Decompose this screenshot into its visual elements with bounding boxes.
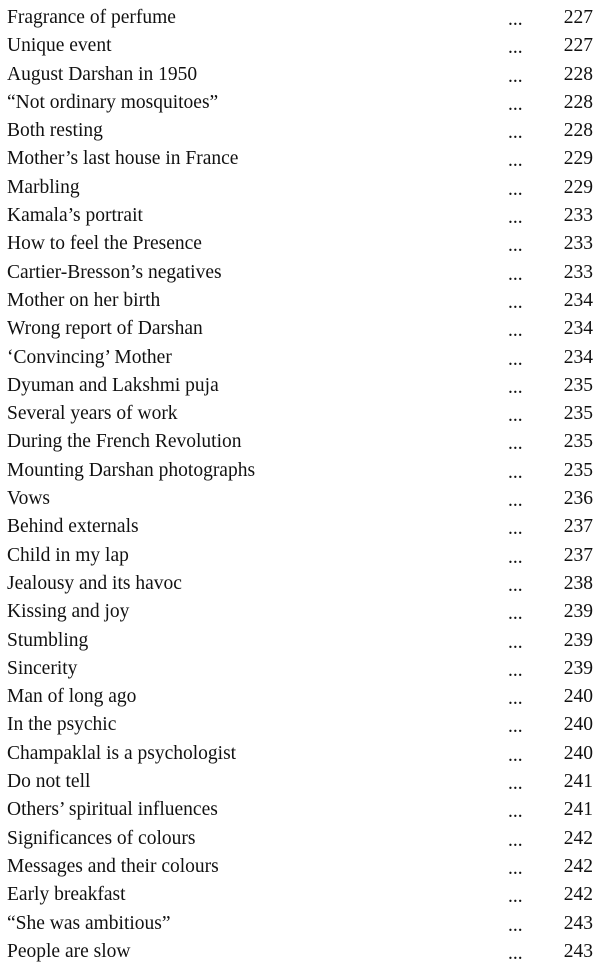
page-number: 243 bbox=[563, 940, 593, 962]
dot-leader: ... bbox=[508, 886, 523, 908]
entry-title: Marbling bbox=[7, 176, 80, 198]
toc-entry bbox=[7, 457, 597, 485]
page-number: 235 bbox=[563, 431, 593, 453]
entry-title: Mounting Darshan photographs bbox=[7, 459, 256, 481]
dot-leader: ... bbox=[508, 376, 523, 398]
entry-title: Vows bbox=[7, 488, 50, 510]
dot-leader: ... bbox=[508, 546, 523, 568]
page-number: 235 bbox=[563, 374, 593, 396]
dot-leader: ... bbox=[508, 857, 523, 879]
page-number: 235 bbox=[563, 403, 593, 425]
page-number: 229 bbox=[563, 176, 593, 198]
page-number: 242 bbox=[563, 855, 593, 877]
entry-title: Kissing and joy bbox=[7, 601, 130, 623]
page-number: 237 bbox=[563, 544, 593, 566]
dot-leader: ... bbox=[508, 122, 523, 144]
toc-entry bbox=[7, 344, 597, 372]
toc-entry bbox=[7, 4, 597, 32]
dot-leader: ... bbox=[508, 37, 523, 59]
entry-title: Man of long ago bbox=[7, 686, 137, 708]
page-number: 238 bbox=[563, 572, 593, 594]
page-number: 239 bbox=[563, 657, 593, 679]
toc-entry bbox=[7, 881, 597, 909]
toc-entry bbox=[7, 825, 597, 853]
entry-title: August Darshan in 1950 bbox=[7, 63, 198, 85]
dot-leader: ... bbox=[508, 518, 523, 540]
page-number: 228 bbox=[563, 63, 593, 85]
page-number: 239 bbox=[563, 601, 593, 623]
dot-leader: ... bbox=[508, 914, 523, 936]
dot-leader: ... bbox=[508, 178, 523, 200]
toc-entry bbox=[7, 259, 597, 287]
toc-entry bbox=[7, 32, 597, 60]
dot-leader: ... bbox=[508, 829, 523, 851]
toc-entry bbox=[7, 740, 597, 768]
toc-entry bbox=[7, 938, 597, 966]
dot-leader: ... bbox=[508, 574, 523, 596]
entry-title: “Not ordinary mosquitoes” bbox=[7, 91, 219, 113]
entry-title: Significances of colours bbox=[7, 827, 196, 849]
toc-entry bbox=[7, 627, 597, 655]
toc-entry bbox=[7, 910, 597, 938]
toc-entry bbox=[7, 372, 597, 400]
entry-title: ‘Convincing’ Mother bbox=[7, 346, 172, 368]
dot-leader: ... bbox=[508, 320, 523, 342]
dot-leader: ... bbox=[508, 942, 523, 964]
page-number: 227 bbox=[563, 35, 593, 57]
table-of-contents bbox=[7, 4, 597, 966]
toc-entry bbox=[7, 400, 597, 428]
page-number: 227 bbox=[563, 7, 593, 28]
toc-entry bbox=[7, 513, 597, 541]
entry-title: People are slow bbox=[7, 940, 131, 962]
page-number: 243 bbox=[563, 912, 593, 934]
entry-title: Cartier-Bresson’s negatives bbox=[7, 261, 222, 283]
dot-leader: ... bbox=[508, 773, 523, 795]
toc-entry bbox=[7, 202, 597, 230]
page-number: 237 bbox=[563, 516, 593, 538]
entry-title: Behind externals bbox=[7, 516, 139, 538]
page-number: 228 bbox=[563, 120, 593, 142]
toc-entry bbox=[7, 230, 597, 258]
entry-title: In the psychic bbox=[7, 714, 117, 736]
page-number: 242 bbox=[563, 884, 593, 906]
dot-leader: ... bbox=[508, 9, 523, 30]
dot-leader: ... bbox=[508, 631, 523, 653]
toc-entry bbox=[7, 89, 597, 117]
entry-title: Early breakfast bbox=[7, 884, 126, 906]
dot-leader: ... bbox=[508, 263, 523, 285]
toc-entry bbox=[7, 61, 597, 89]
toc-entry bbox=[7, 428, 597, 456]
page-number: 228 bbox=[563, 91, 593, 113]
dot-leader: ... bbox=[508, 65, 523, 87]
page-number: 241 bbox=[563, 799, 593, 821]
toc-entry bbox=[7, 542, 597, 570]
page-number: 241 bbox=[563, 771, 593, 793]
page-number: 234 bbox=[563, 318, 593, 340]
toc-entry bbox=[7, 598, 597, 626]
toc-entry bbox=[7, 655, 597, 683]
page-number: 234 bbox=[563, 346, 593, 368]
page-number: 233 bbox=[563, 205, 593, 227]
entry-title: Several years of work bbox=[7, 403, 178, 425]
entry-title: Jealousy and its havoc bbox=[7, 572, 182, 594]
entry-title: Unique event bbox=[7, 35, 112, 57]
entry-title: Child in my lap bbox=[7, 544, 129, 566]
dot-leader: ... bbox=[508, 659, 523, 681]
toc-entry bbox=[7, 145, 597, 173]
toc-entry bbox=[7, 796, 597, 824]
toc-entry bbox=[7, 853, 597, 881]
dot-leader: ... bbox=[508, 490, 523, 512]
dot-leader: ... bbox=[508, 348, 523, 370]
page-number: 242 bbox=[563, 827, 593, 849]
toc-entry bbox=[7, 117, 597, 145]
entry-title: Others’ spiritual influences bbox=[7, 799, 218, 821]
page-number: 234 bbox=[563, 289, 593, 311]
dot-leader: ... bbox=[508, 207, 523, 229]
dot-leader: ... bbox=[508, 433, 523, 455]
page-number: 233 bbox=[563, 261, 593, 283]
dot-leader: ... bbox=[508, 235, 523, 257]
entry-title: Champaklal is a psychologist bbox=[7, 742, 237, 764]
page-number: 233 bbox=[563, 233, 593, 255]
page-number: 235 bbox=[563, 459, 593, 481]
dot-leader: ... bbox=[508, 716, 523, 738]
dot-leader: ... bbox=[508, 150, 523, 172]
entry-title: Mother on her birth bbox=[7, 289, 161, 311]
page-number: 236 bbox=[563, 488, 593, 510]
toc-entry bbox=[7, 174, 597, 202]
entry-title: Dyuman and Lakshmi puja bbox=[7, 374, 219, 396]
dot-leader: ... bbox=[508, 291, 523, 313]
dot-leader: ... bbox=[508, 688, 523, 710]
entry-title: Mother’s last house in France bbox=[7, 148, 239, 170]
entry-title: Fragrance of perfume bbox=[7, 7, 176, 28]
dot-leader: ... bbox=[508, 405, 523, 427]
toc-entry bbox=[7, 683, 597, 711]
dot-leader: ... bbox=[508, 603, 523, 625]
dot-leader: ... bbox=[508, 801, 523, 823]
entry-title: Do not tell bbox=[7, 771, 91, 793]
entry-title: Messages and their colours bbox=[7, 855, 219, 877]
page-number: 229 bbox=[563, 148, 593, 170]
page-number: 240 bbox=[563, 686, 593, 708]
toc-entry bbox=[7, 570, 597, 598]
page-number: 240 bbox=[563, 742, 593, 764]
entry-title: Sincerity bbox=[7, 657, 78, 679]
dot-leader: ... bbox=[508, 744, 523, 766]
toc-entry bbox=[7, 711, 597, 739]
page-number: 239 bbox=[563, 629, 593, 651]
page-number: 240 bbox=[563, 714, 593, 736]
dot-leader: ... bbox=[508, 461, 523, 483]
entry-title: How to feel the Presence bbox=[7, 233, 202, 255]
entry-title: Stumbling bbox=[7, 629, 89, 651]
toc-entry bbox=[7, 485, 597, 513]
entry-title: Kamala’s portrait bbox=[7, 205, 143, 227]
toc-entry bbox=[7, 768, 597, 796]
toc-entry bbox=[7, 287, 597, 315]
entry-title: During the French Revolution bbox=[7, 431, 242, 453]
entry-title: Wrong report of Darshan bbox=[7, 318, 203, 340]
dot-leader: ... bbox=[508, 93, 523, 115]
entry-title: Both resting bbox=[7, 120, 103, 142]
toc-entry bbox=[7, 315, 597, 343]
entry-title: “She was ambitious” bbox=[7, 912, 171, 934]
